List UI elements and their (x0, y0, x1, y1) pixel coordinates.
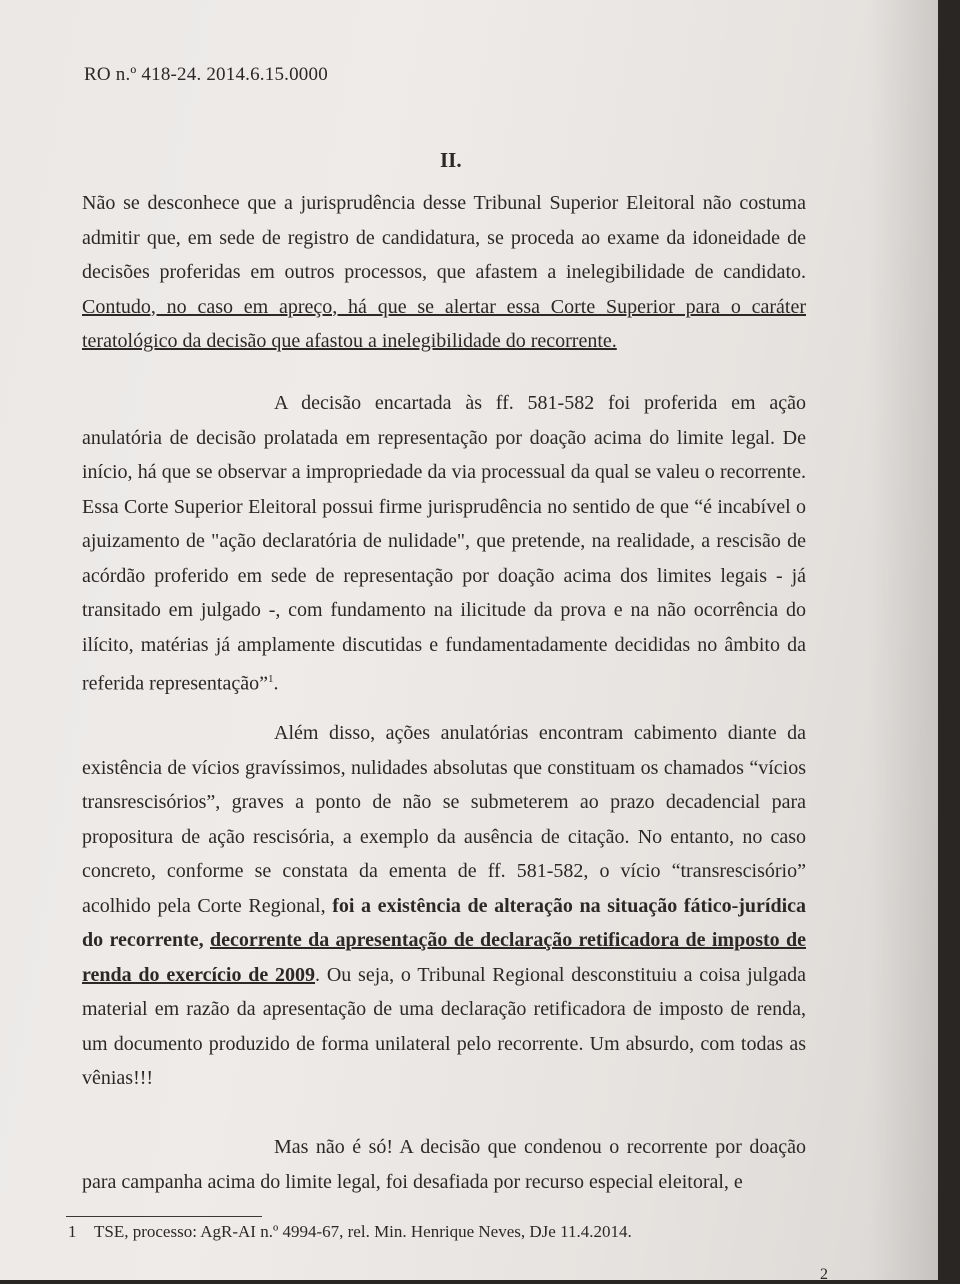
paragraph-2 (82, 386, 806, 701)
paragraph-4 (82, 1130, 806, 1199)
paragraph-1-text: Não se desconhece que a jurisprudência desse Tribunal Superior Eleitoral não costuma admitir que, em sede de registro de candidatura, se proceda ao exame da idoneidade de decisões proferidas em outros processos, que afastem a inelegibilidade de candidato. (82, 192, 806, 283)
paragraph-2-end: . (273, 672, 279, 695)
page-number: 2 (820, 1266, 828, 1283)
paragraph-2-text: A decisão encartada às ff. 581-582 foi proferida em ação anulatória de decisão prolatada em representação por doação acima do limite legal. De início, há que se observar a impropriedade da via processual da qual se valeu o recorrente. Essa Corte Superior Eleitoral possui firme jurisprudência no sentido de que “é incabível o ajuizamento de "ação declaratória de nulidade", que pretende, na realidade, a rescisão de acórdão proferido em sede de representação por doação acima dos limites legais - já transitado em julgado -, com fundamento na ilicitude da prova e na não ocorrência do ilícito, matérias já amplamente discutidas e fundamentadamente decididas no âmbito da referida representação” (82, 392, 806, 695)
case-number-header: RO n.º 418-24. 2014.6.15.0000 (84, 64, 328, 85)
paragraph-3-bold-underlined-text: decorrente da apresentação de declaração retificadora de imposto de renda do exercício de 2009 (82, 929, 806, 986)
paragraph-3 (82, 716, 806, 1096)
paragraph-3-text: Além disso, ações anulatórias encontram cabimento diante da existência de vícios gravíssimos, nulidades absolutas que constituam os chamados “vícios transrescisórios”, graves a ponto de não se submeterem ao prazo decadencial para propositura de ação rescisória, a exemplo da ausência de citação. No entanto, no caso concreto, conforme se constata da ementa de ff. 581-582, o vício “transrescisório” acolhido pela Corte Regional, (82, 722, 806, 917)
paragraph-4-text: Mas não é só! A decisão que condenou o recorrente por doação para campanha acima do limite legal, foi desafiada por recurso especial eleitoral, e (82, 1136, 806, 1193)
footnote-number: 1 (68, 1222, 77, 1241)
section-title: II. (440, 148, 462, 172)
footnote-text: TSE, processo: AgR-AI n.º 4994-67, rel. Min. Henrique Neves, DJe 11.4.2014. (94, 1222, 632, 1241)
footnote (68, 1222, 632, 1242)
footnote-reference: 1 (267, 673, 274, 685)
paragraph-1-underlined-text: Contudo, no caso em apreço, há que se alertar essa Corte Superior para o caráter teratológico da decisão que afastou a inelegibilidade do recorrente. (82, 295, 806, 352)
paragraph-3-end: . Ou seja, o Tribunal Regional desconstituiu a coisa julgada material em razão da apresentação de uma declaração retificadora de imposto de renda, um documento produzido de forma unilateral pelo recorrente. Um absurdo, com todas as vênias!!! (82, 963, 806, 1089)
paragraph-1 (82, 186, 806, 359)
paragraph-3-bold-text: foi a existência de alteração na situação fático-jurídica do recorrente, (82, 894, 806, 951)
footnote-divider (66, 1216, 262, 1217)
